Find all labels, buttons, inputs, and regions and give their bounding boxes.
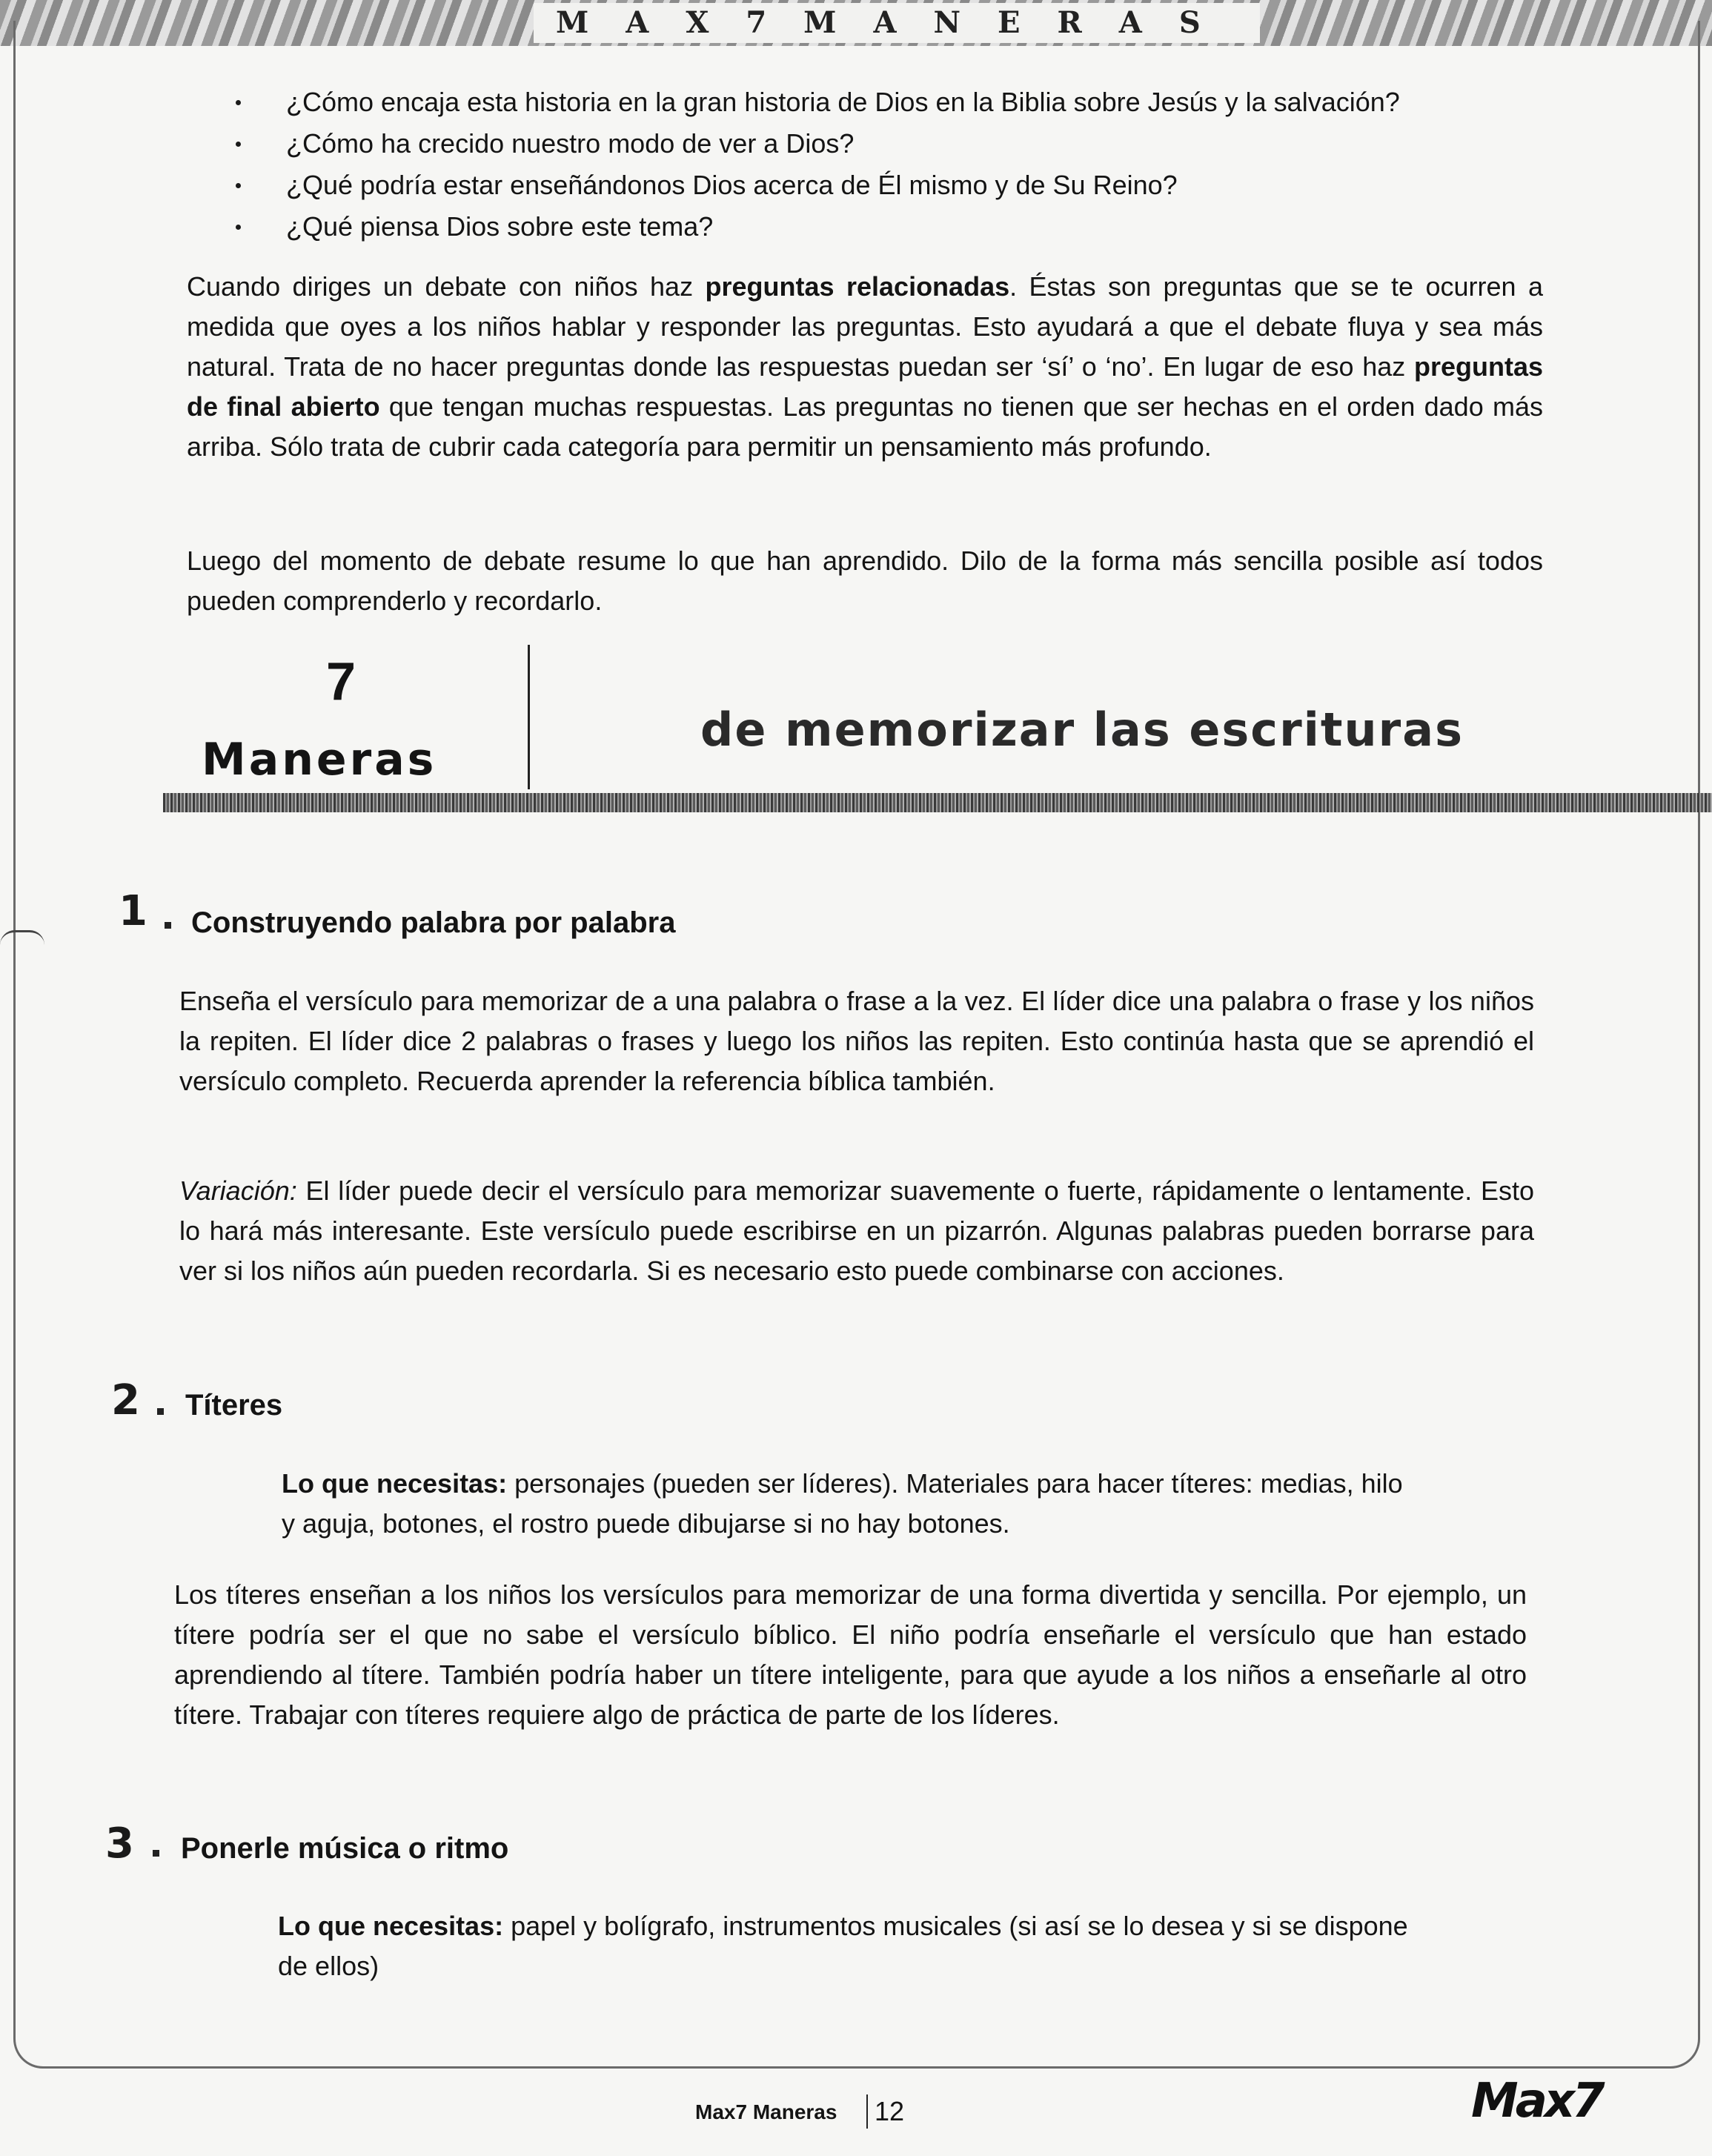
header-divider <box>528 645 530 789</box>
bullet-icon <box>236 142 241 147</box>
text-span: que tengan muchas respuestas. Las preguntas no tienen que ser hechas en el orden dado más arriba. Sólo trata de cubrir cada categoría para permitir un pensamiento más profundo. <box>187 391 1543 462</box>
section-header-number: 7 <box>325 652 356 712</box>
brand-logo: Max7 <box>1471 2074 1602 2129</box>
page-number: 12 <box>875 2096 905 2126</box>
list-item <box>236 123 1570 165</box>
section-2-needs <box>282 1464 1408 1544</box>
text-span: personajes (pueden ser líderes). Materiales para hacer títeres: medias, hilo y aguja, botones, el rostro puede dibujarse si no hay botones. <box>282 1468 1403 1539</box>
section-1-variation <box>179 1171 1534 1291</box>
text-span: . Éstas son preguntas que se te ocurren a medida que oyes a los niños hablar y responder las preguntas. Esto ayudará a que el debate fluya y sea más natural. Trata de no hacer preguntas donde las respuestas puedan ser ‘sí’ o ‘no’. En lugar de eso haz <box>187 271 1544 382</box>
list-item-text: ¿Cómo encaja esta historia en la gran historia de Dios en la Biblia sobre Jesús y la salvación? <box>286 87 1400 117</box>
brand-banner-text: MAX7MANERAS <box>534 3 1260 43</box>
list-item-text: ¿Qué podría estar enseñándonos Dios acerca de Él mismo y de Su Reino? <box>286 170 1178 200</box>
bullet-icon <box>236 183 241 188</box>
bullet-icon <box>236 100 241 105</box>
footer-title: Max7 Maneras <box>695 2100 837 2123</box>
section-1-paragraph: Enseña el versículo para memorizar de a una palabra o frase a la vez. El líder dice una palabra o frase y los niños la repiten. El líder dice 2 palabras o frases y luego los niños las repiten. Esto continúa hasta que se aprendió el versículo completo. Recuerda aprender la referencia bíblica también. <box>179 986 1534 1096</box>
list-item <box>236 165 1570 206</box>
text-span: El líder puede decir el versículo para memorizar suavemente o fuerte, rápidamente o lentamente. Esto lo hará más interesante. Este versículo puede escribirse en un pizarrón. Algunas palabras pueden borrarse para ver si los niños aún pueden recordarla. Si es necesario esto puede combinarse con acciones. <box>179 1175 1534 1286</box>
bold-term: preguntas de final abierto <box>187 351 1543 422</box>
intro-paragraph <box>187 267 1543 467</box>
section-3-title: Ponerle música o ritmo <box>181 1832 509 1865</box>
bold-term: preguntas relacionadas <box>705 271 1010 302</box>
summary-paragraph: Luego del momento de debate resume lo que han aprendido. Dilo de la forma más sencilla posible así todos pueden comprenderlo y recordarlo. <box>187 545 1543 616</box>
section-1-number: 1 <box>119 887 147 935</box>
section-header-title: de memorizar las escrituras <box>700 703 1464 757</box>
section-2-title: Títeres <box>185 1389 283 1422</box>
bullet-icon <box>236 225 241 230</box>
needs-label: Lo que necesitas: <box>282 1468 508 1499</box>
section-3-number: 3 <box>105 1820 134 1868</box>
text-span: Cuando diriges un debate con niños haz <box>187 271 706 302</box>
variation-label: Variación: <box>179 1175 297 1206</box>
section-header-word: Maneras <box>202 734 437 786</box>
section-2-number: 2 <box>111 1376 140 1424</box>
text-span: papel y bolígrafo, instrumentos musicales (si así se lo desea y si se dispone de ellos) <box>278 1911 1408 1981</box>
list-item-text: ¿Qué piensa Dios sobre este tema? <box>286 211 714 242</box>
question-list <box>236 82 1570 248</box>
section-marker <box>153 1850 159 1857</box>
section-3-needs <box>278 1906 1419 1986</box>
footer-divider <box>866 2094 868 2129</box>
section-marker <box>157 1408 164 1415</box>
section-2-paragraph: Los títeres enseñan a los niños los versículos para memorizar de una forma divertida y sencilla. Por ejemplo, un títere podría ser el que no sabe el versículo bíblico. El niño podría enseñarle el versículo que han estado aprendiendo al títere. También podría haber un títere inteligente, para que ayude a los niños a enseñarle al otro títere. Trabajar con títeres requiere algo de práctica de parte de los líderes. <box>174 1579 1527 1730</box>
needs-label: Lo que necesitas: <box>278 1911 504 1941</box>
list-item-text: ¿Cómo ha crecido nuestro modo de ver a Dios? <box>286 128 855 159</box>
header-rule <box>163 793 1712 812</box>
list-item <box>236 82 1570 123</box>
section-1-title: Construyendo palabra por palabra <box>191 906 676 939</box>
list-item <box>236 206 1570 248</box>
section-marker <box>165 922 171 929</box>
